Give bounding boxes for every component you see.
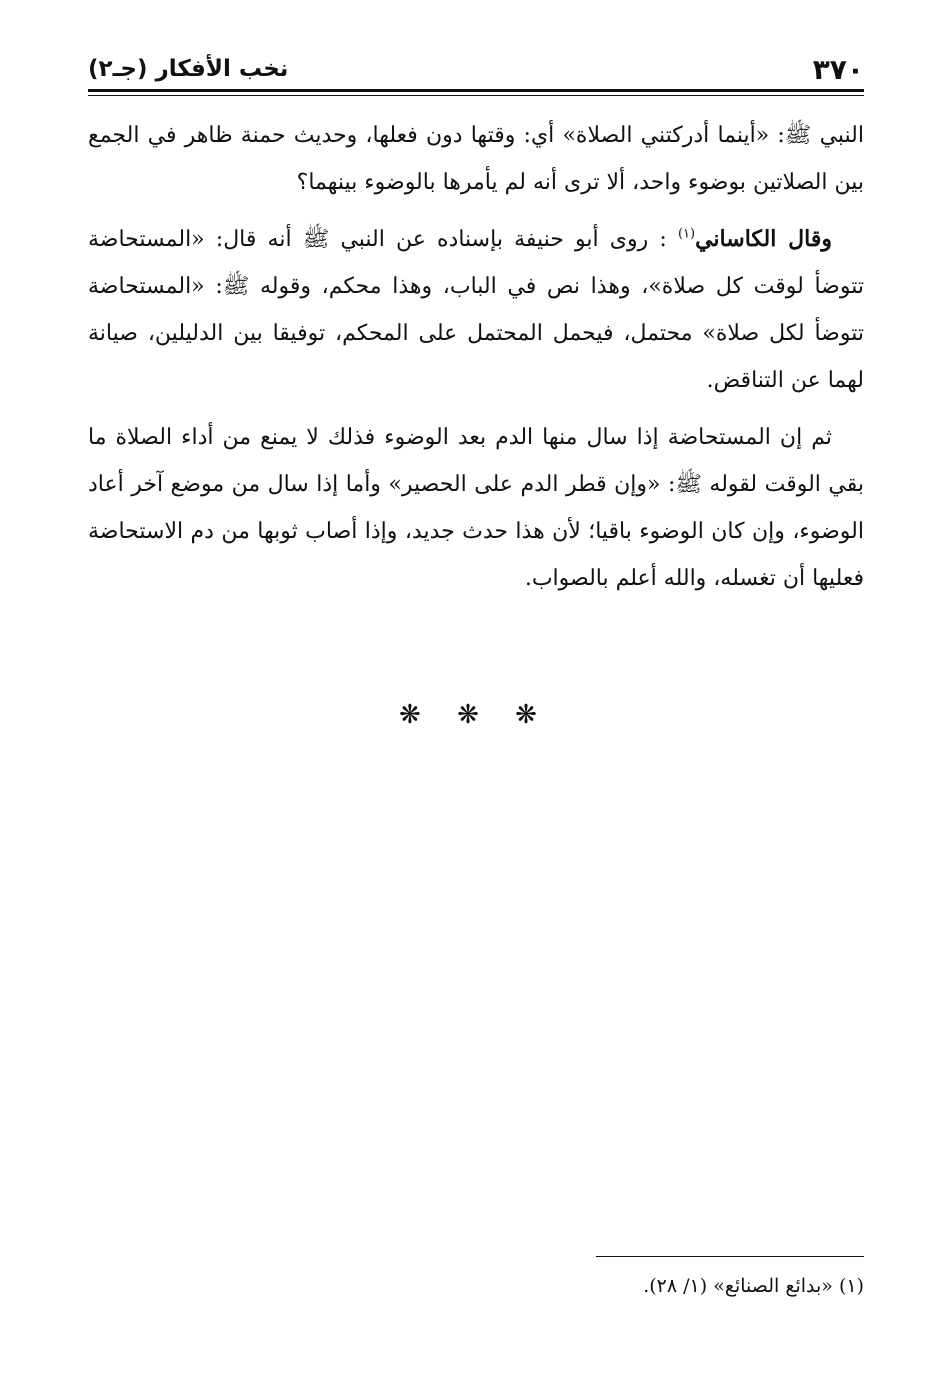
section-separator: ❋ ❋ ❋ xyxy=(399,700,551,730)
running-title: نخب الأفكار (جـ٢) xyxy=(88,56,289,82)
paragraph-3: ثم إن المستحاضة إذا سال منها الدم بعد الوضوء فذلك لا يمنع من أداء الصلاة ما بقي الوقت لقوله ﷺ: «وإن قطر الدم على الحصير» وأما إذا سال من موضع آخر أعاد الوضوء، وإن كان الوضوء باقيا؛ لأن هذا حدث جديد، وإذا أصاب ثوبها من دم الاستحاضة فعليها أن تغسله، والله أعلم بالصواب. xyxy=(88,425,864,591)
header-rule-thick xyxy=(88,89,864,92)
header-rule-thin xyxy=(88,95,864,96)
footnote-divider xyxy=(596,1256,864,1257)
paragraph-2-lead: وقال الكاساني xyxy=(695,226,832,252)
paragraph-1: النبي ﷺ: «أينما أدركتني الصلاة» أي: وقتها دون فعلها، وحديث حمنة ظاهر في الجمع بين الصلاتين بوضوء واحد، ألا ترى أنه لم يأمرها بالوضوء بينهما؟ xyxy=(88,123,864,195)
footnote-1: (١) «بدائع الصنائع» (١/ ٢٨). xyxy=(643,1275,864,1297)
paragraph-2 xyxy=(88,216,864,404)
main-text xyxy=(88,112,864,612)
footnote-reference: (١) xyxy=(677,226,696,242)
page-number: ٣٧٠ xyxy=(812,52,864,86)
paragraph-2-text: : روى أبو حنيفة بإسناده عن النبي ﷺ أنه قال: «المستحاضة تتوضأ لوقت كل صلاة»، وهذا نص في الباب، وهذا محكم، وقوله ﷺ: «المستحاضة تتوضأ لكل صلاة» محتمل، فيحمل المحتمل على المحكم، توفيقا بين الدليلين، صيانة لهما عن التناقض. xyxy=(88,227,864,393)
page-header xyxy=(88,52,864,86)
